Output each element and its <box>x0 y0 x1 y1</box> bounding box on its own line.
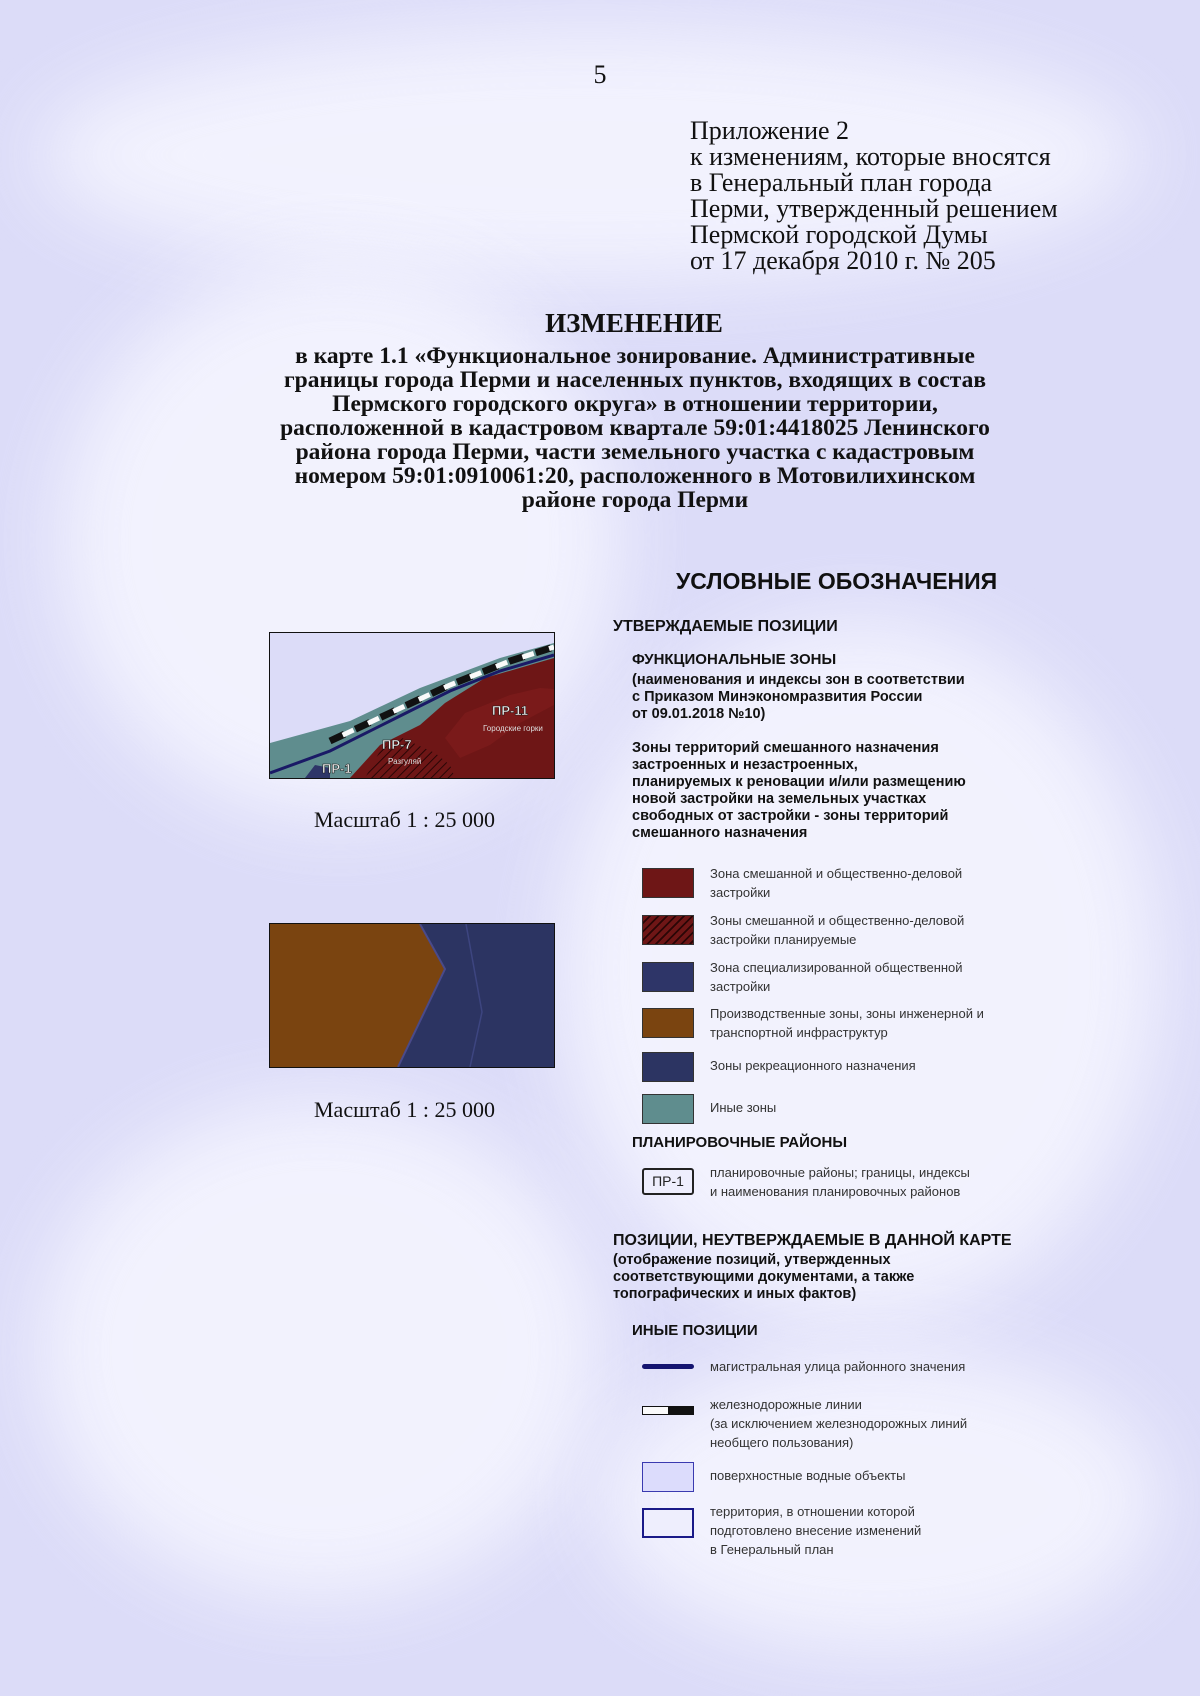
legend-planning-heading: ПЛАНИРОВОЧНЫЕ РАЙОНЫ <box>632 1134 848 1151</box>
item-line: магистральная улица районного значения <box>710 1359 966 1374</box>
item-line: Зона специализированной общественной <box>710 960 963 975</box>
item-line: подготовлено внесение изменений <box>710 1523 922 1538</box>
map1-scale: Масштаб 1 : 25 000 <box>314 807 495 832</box>
road-line-symbol <box>642 1364 694 1369</box>
item-line: застройки <box>710 979 771 994</box>
legend-item-industrial-zone <box>710 1004 984 1042</box>
subtitle-line: номером 59:01:0910061:20, расположенного в Мотовилихинском <box>294 463 976 489</box>
legend-item-planning <box>710 1163 970 1201</box>
appendix-line: в Генеральный план города <box>690 168 993 197</box>
subtitle-line: Пермского городского округа» в отношении территории, <box>332 391 938 417</box>
item-line: Зона смешанной и общественно-деловой <box>710 866 963 881</box>
swatch-other-zone <box>642 1094 694 1124</box>
legend-item-railway <box>710 1395 967 1452</box>
note-line: соответствующими документами, а также <box>613 1269 915 1285</box>
subtitle-line: границы города Перми и населенных пунктов, входящих в состав <box>283 367 987 393</box>
swatch-industrial-zone <box>642 1008 694 1038</box>
map1-label-pr7-name: Разгуляй <box>388 757 422 766</box>
legend-unapproved-note <box>613 1252 914 1303</box>
legend-item-specialized-zone <box>710 958 963 996</box>
item-line: застройки планируемые <box>710 932 857 947</box>
map-fragment-1-drawing <box>270 633 554 778</box>
scan-highlight <box>40 1100 600 1600</box>
item-line: железнодорожные линии <box>710 1397 862 1412</box>
legend-title: УСЛОВНЫЕ ОБОЗНАЧЕНИЯ <box>676 568 998 594</box>
note-line: (наименования и индексы зон в соответствии <box>632 672 965 688</box>
group-line: свободных от застройки - зоны территорий <box>632 808 949 824</box>
subtitle-line: в карте 1.1 «Функциональное зонирование. Административные <box>295 343 975 369</box>
appendix-note <box>690 118 1058 274</box>
legend-other-heading: ИНЫЕ ПОЗИЦИИ <box>632 1322 758 1339</box>
legend-item-other-zone <box>710 1098 776 1117</box>
item-line: Производственные зоны, зоны инженерной и <box>710 1006 984 1021</box>
legend-item-water <box>710 1466 905 1485</box>
legend-item-mixed-zone <box>710 864 962 902</box>
item-line: транспортной инфраструктур <box>710 1025 888 1040</box>
map1-label-pr11: ПР-11 <box>492 703 529 718</box>
change-territory-symbol <box>642 1508 694 1538</box>
legend-approved-heading: УТВЕРЖДАЕМЫЕ ПОЗИЦИИ <box>613 618 838 635</box>
swatch-mixed-zone-planned <box>642 915 694 945</box>
subtitle-line: района города Перми, части земельного участка с кадастровым <box>295 439 975 465</box>
group-line: Зоны территорий смешанного назначения <box>632 740 939 756</box>
document-subtitle <box>170 344 1100 512</box>
item-line: необщего пользования) <box>710 1435 854 1450</box>
note-line: с Приказом Минэкономразвития России <box>632 689 923 705</box>
legend-mixed-group <box>632 740 966 842</box>
appendix-line: Пермской городской Думы <box>690 220 988 249</box>
item-line: застройки <box>710 885 771 900</box>
appendix-line: от 17 декабря 2010 г. № 205 <box>690 246 996 275</box>
item-line: и наименования планировочных районов <box>710 1184 961 1199</box>
subtitle-line: районе города Перми <box>521 487 749 513</box>
legend-item-mixed-zone-planned <box>710 911 964 949</box>
legend-item-recreation-zone <box>710 1056 916 1075</box>
item-line: в Генеральный план <box>710 1542 834 1557</box>
map1-label-pr7: ПР-7 <box>382 737 412 752</box>
group-line: застроенных и незастроенных, <box>632 757 858 773</box>
appendix-line: Приложение 2 <box>690 116 850 145</box>
item-line: Зоны рекреационного назначения <box>710 1058 916 1073</box>
map-fragment-2 <box>269 923 555 1068</box>
item-line: планировочные районы; границы, индексы <box>710 1165 970 1180</box>
note-line: топографических и иных фактов) <box>613 1286 857 1302</box>
group-line: новой застройки на земельных участках <box>632 791 927 807</box>
item-line: территория, в отношении которой <box>710 1504 915 1519</box>
note-line: (отображение позиций, утвержденных <box>613 1252 891 1268</box>
page-number: 5 <box>593 60 607 89</box>
legend-item-change-territory <box>710 1502 921 1559</box>
map2-scale: Масштаб 1 : 25 000 <box>314 1097 495 1122</box>
item-line: Иные зоны <box>710 1100 777 1115</box>
group-line: планируемых к реновации и/или размещению <box>632 774 966 790</box>
water-symbol <box>642 1462 694 1492</box>
item-line: поверхностные водные объекты <box>710 1468 906 1483</box>
legend-unapproved-heading: ПОЗИЦИИ, НЕУТВЕРЖДАЕМЫЕ В ДАННОЙ КАРТЕ <box>613 1232 1012 1249</box>
map1-label-pr1: ПР-1 <box>322 761 352 776</box>
swatch-specialized-zone <box>642 962 694 992</box>
appendix-line: Перми, утвержденный решением <box>690 194 1058 223</box>
legend-item-road <box>710 1357 965 1376</box>
swatch-recreation-zone <box>642 1052 694 1082</box>
group-line: смешанного назначения <box>632 825 808 841</box>
item-line: (за исключением железнодорожных линий <box>710 1416 968 1431</box>
appendix-line: к изменениям, которые вносятся <box>690 142 1051 171</box>
note-line: от 09.01.2018 №10) <box>632 706 766 722</box>
planning-district-box: ПР-1 <box>642 1168 694 1195</box>
document-heading: ИЗМЕНЕНИЕ <box>545 308 723 338</box>
map1-label-pr11-name: Городские горки <box>483 724 543 733</box>
legend-func-zones-heading: ФУНКЦИОНАЛЬНЫЕ ЗОНЫ <box>632 651 837 668</box>
map-fragment-2-drawing <box>270 924 554 1067</box>
legend-func-zones-note <box>632 672 965 723</box>
subtitle-line: расположенной в кадастровом квартале 59:01:4418025 Ленинского <box>280 415 990 441</box>
swatch-mixed-zone <box>642 868 694 898</box>
item-line: Зоны смешанной и общественно-деловой <box>710 913 965 928</box>
map-fragment-1 <box>269 632 555 779</box>
railway-symbol <box>642 1406 694 1415</box>
